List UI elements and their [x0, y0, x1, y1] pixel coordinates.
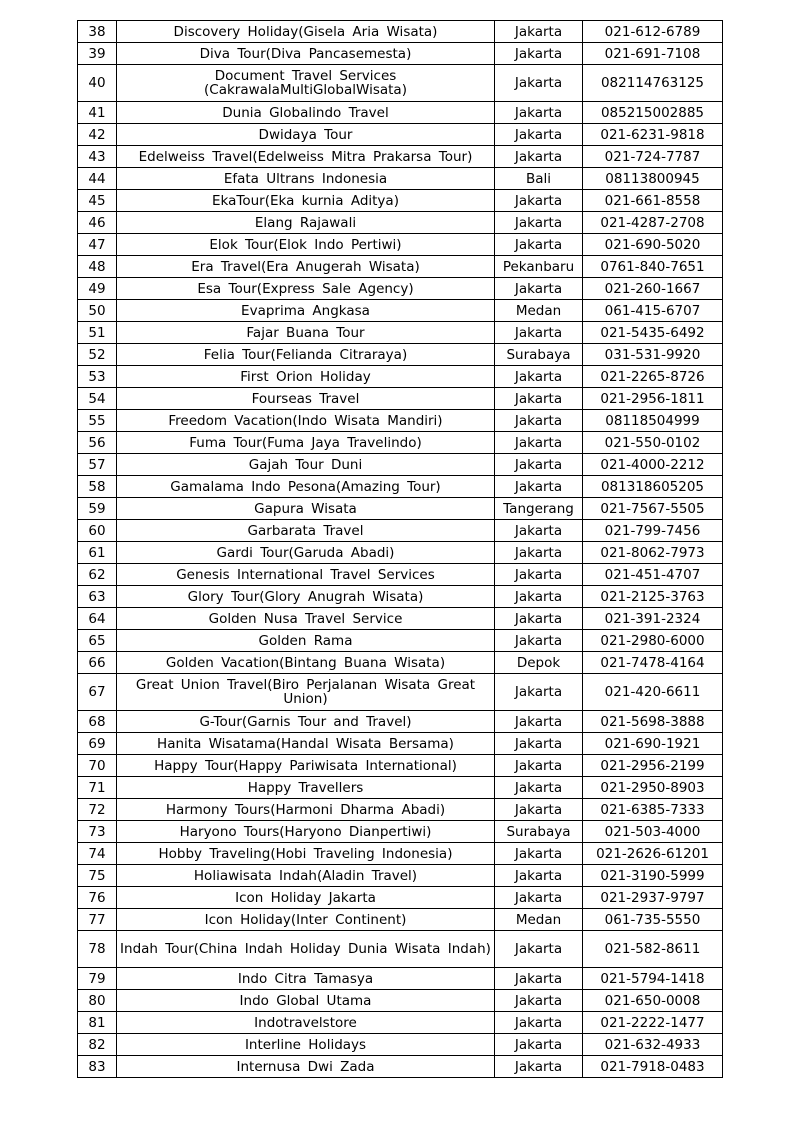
phone-cell: 085215002885	[583, 102, 723, 124]
row-number-cell: 58	[78, 476, 117, 498]
row-number-cell: 76	[78, 887, 117, 909]
row-number-cell: 52	[78, 344, 117, 366]
phone-cell: 021-799-7456	[583, 520, 723, 542]
row-number-cell: 64	[78, 608, 117, 630]
city-cell: Depok	[495, 652, 583, 674]
agency-name-cell: Great Union Travel(Biro Perjalanan Wisata Great Union)	[117, 674, 495, 711]
agency-name-cell: Efata Ultrans Indonesia	[117, 168, 495, 190]
city-cell: Surabaya	[495, 344, 583, 366]
row-number-cell: 54	[78, 388, 117, 410]
city-cell: Surabaya	[495, 821, 583, 843]
row-number-cell: 38	[78, 21, 117, 43]
phone-cell: 021-391-2324	[583, 608, 723, 630]
agency-name-cell: Elang Rajawali	[117, 212, 495, 234]
table-row	[78, 190, 723, 212]
table-row	[78, 476, 723, 498]
row-number-cell: 46	[78, 212, 117, 234]
city-cell: Jakarta	[495, 212, 583, 234]
city-cell: Jakarta	[495, 931, 583, 968]
row-number-cell: 61	[78, 542, 117, 564]
row-number-cell: 81	[78, 1012, 117, 1034]
row-number-cell: 77	[78, 909, 117, 931]
table-row	[78, 711, 723, 733]
row-number-cell: 45	[78, 190, 117, 212]
agency-name-cell: Elok Tour(Elok Indo Pertiwi)	[117, 234, 495, 256]
phone-cell: 021-582-8611	[583, 931, 723, 968]
agency-name-cell: Hanita Wisatama(Handal Wisata Bersama)	[117, 733, 495, 755]
city-cell: Jakarta	[495, 432, 583, 454]
table-row	[78, 777, 723, 799]
table-row	[78, 909, 723, 931]
city-cell: Jakarta	[495, 102, 583, 124]
row-number-cell: 60	[78, 520, 117, 542]
row-number-cell: 53	[78, 366, 117, 388]
row-number-cell: 51	[78, 322, 117, 344]
table-row	[78, 1012, 723, 1034]
row-number-cell: 47	[78, 234, 117, 256]
table-row	[78, 300, 723, 322]
agency-name-cell: Gajah Tour Duni	[117, 454, 495, 476]
city-cell: Tangerang	[495, 498, 583, 520]
phone-cell: 021-2950-8903	[583, 777, 723, 799]
row-number-cell: 70	[78, 755, 117, 777]
phone-cell: 021-2265-8726	[583, 366, 723, 388]
agency-name-cell: G-Tour(Garnis Tour and Travel)	[117, 711, 495, 733]
phone-cell: 021-650-0008	[583, 990, 723, 1012]
row-number-cell: 42	[78, 124, 117, 146]
table-row	[78, 388, 723, 410]
phone-cell: 021-2937-9797	[583, 887, 723, 909]
phone-cell: 021-5794-1418	[583, 968, 723, 990]
city-cell: Jakarta	[495, 990, 583, 1012]
row-number-cell: 78	[78, 931, 117, 968]
phone-cell: 08113800945	[583, 168, 723, 190]
row-number-cell: 82	[78, 1034, 117, 1056]
table-row	[78, 234, 723, 256]
row-number-cell: 67	[78, 674, 117, 711]
phone-cell: 081318605205	[583, 476, 723, 498]
agency-name-cell: Fourseas Travel	[117, 388, 495, 410]
table-row	[78, 1056, 723, 1078]
city-cell: Jakarta	[495, 564, 583, 586]
agency-name-cell: Era Travel(Era Anugerah Wisata)	[117, 256, 495, 278]
table-row	[78, 65, 723, 102]
table-row	[78, 43, 723, 65]
row-number-cell: 69	[78, 733, 117, 755]
agency-name-cell: Fajar Buana Tour	[117, 322, 495, 344]
phone-cell: 061-735-5550	[583, 909, 723, 931]
row-number-cell: 44	[78, 168, 117, 190]
agency-name-cell: Freedom Vacation(Indo Wisata Mandiri)	[117, 410, 495, 432]
row-number-cell: 80	[78, 990, 117, 1012]
table-row	[78, 968, 723, 990]
row-number-cell: 63	[78, 586, 117, 608]
row-number-cell: 59	[78, 498, 117, 520]
table-row	[78, 168, 723, 190]
agency-name-cell: Happy Tour(Happy Pariwisata International)	[117, 755, 495, 777]
phone-cell: 082114763125	[583, 65, 723, 102]
agency-name-cell: Indo Global Utama	[117, 990, 495, 1012]
row-number-cell: 41	[78, 102, 117, 124]
city-cell: Jakarta	[495, 1056, 583, 1078]
city-cell: Jakarta	[495, 21, 583, 43]
phone-cell: 0761-840-7651	[583, 256, 723, 278]
city-cell: Medan	[495, 909, 583, 931]
phone-cell: 021-3190-5999	[583, 865, 723, 887]
table-row	[78, 454, 723, 476]
phone-cell: 021-2956-1811	[583, 388, 723, 410]
city-cell: Jakarta	[495, 887, 583, 909]
row-number-cell: 48	[78, 256, 117, 278]
table-row	[78, 608, 723, 630]
table-row	[78, 520, 723, 542]
city-cell: Jakarta	[495, 777, 583, 799]
table-row	[78, 1034, 723, 1056]
agency-name-cell: Dwidaya Tour	[117, 124, 495, 146]
city-cell: Jakarta	[495, 608, 583, 630]
city-cell: Jakarta	[495, 65, 583, 102]
row-number-cell: 65	[78, 630, 117, 652]
table-row	[78, 652, 723, 674]
city-cell: Jakarta	[495, 146, 583, 168]
city-cell: Jakarta	[495, 190, 583, 212]
table-row	[78, 124, 723, 146]
table-row	[78, 564, 723, 586]
city-cell: Jakarta	[495, 733, 583, 755]
row-number-cell: 73	[78, 821, 117, 843]
phone-cell: 021-420-6611	[583, 674, 723, 711]
agency-name-cell: Gamalama Indo Pesona(Amazing Tour)	[117, 476, 495, 498]
table-row	[78, 865, 723, 887]
phone-cell: 021-503-4000	[583, 821, 723, 843]
city-cell: Jakarta	[495, 1034, 583, 1056]
agency-name-cell: Indah Tour(China Indah Holiday Dunia Wisata Indah)	[117, 931, 495, 968]
phone-cell: 021-690-1921	[583, 733, 723, 755]
agency-name-cell: Haryono Tours(Haryono Dianpertiwi)	[117, 821, 495, 843]
phone-cell: 021-724-7787	[583, 146, 723, 168]
phone-cell: 021-2125-3763	[583, 586, 723, 608]
city-cell: Jakarta	[495, 43, 583, 65]
row-number-cell: 43	[78, 146, 117, 168]
row-number-cell: 62	[78, 564, 117, 586]
city-cell: Jakarta	[495, 410, 583, 432]
agency-name-cell: Diva Tour(Diva Pancasemesta)	[117, 43, 495, 65]
phone-cell: 061-415-6707	[583, 300, 723, 322]
city-cell: Jakarta	[495, 454, 583, 476]
city-cell: Jakarta	[495, 843, 583, 865]
phone-cell: 021-7478-4164	[583, 652, 723, 674]
agency-name-cell: Edelweiss Travel(Edelweiss Mitra Prakarsa Tour)	[117, 146, 495, 168]
phone-cell: 021-7567-5505	[583, 498, 723, 520]
city-cell: Jakarta	[495, 278, 583, 300]
agency-name-cell: EkaTour(Eka kurnia Aditya)	[117, 190, 495, 212]
row-number-cell: 39	[78, 43, 117, 65]
city-cell: Jakarta	[495, 520, 583, 542]
phone-cell: 021-4000-2212	[583, 454, 723, 476]
table-row	[78, 366, 723, 388]
table-row	[78, 887, 723, 909]
phone-cell: 021-690-5020	[583, 234, 723, 256]
phone-cell: 021-2956-2199	[583, 755, 723, 777]
phone-cell: 021-612-6789	[583, 21, 723, 43]
agency-name-cell: Hobby Traveling(Hobi Traveling Indonesia)	[117, 843, 495, 865]
phone-cell: 021-632-4933	[583, 1034, 723, 1056]
table-row	[78, 256, 723, 278]
agency-name-cell: Indo Citra Tamasya	[117, 968, 495, 990]
city-cell: Jakarta	[495, 674, 583, 711]
city-cell: Jakarta	[495, 322, 583, 344]
agency-name-cell: Golden Rama	[117, 630, 495, 652]
city-cell: Jakarta	[495, 366, 583, 388]
agency-name-cell: Fuma Tour(Fuma Jaya Travelindo)	[117, 432, 495, 454]
city-cell: Jakarta	[495, 799, 583, 821]
agency-name-cell: Dunia Globalindo Travel	[117, 102, 495, 124]
agency-name-cell: Icon Holiday(Inter Continent)	[117, 909, 495, 931]
agency-name-cell: Icon Holiday Jakarta	[117, 887, 495, 909]
table-row	[78, 799, 723, 821]
table-row	[78, 432, 723, 454]
phone-cell: 021-2626-61201	[583, 843, 723, 865]
city-cell: Jakarta	[495, 755, 583, 777]
agency-name-cell: Genesis International Travel Services	[117, 564, 495, 586]
phone-cell: 021-5698-3888	[583, 711, 723, 733]
agency-name-cell: Garbarata Travel	[117, 520, 495, 542]
city-cell: Jakarta	[495, 630, 583, 652]
agency-name-cell: Evaprima Angkasa	[117, 300, 495, 322]
phone-cell: 021-2980-6000	[583, 630, 723, 652]
table-row	[78, 410, 723, 432]
agency-name-cell: Document Travel Services (CakrawalaMultiGlobalWisata)	[117, 65, 495, 102]
table-row	[78, 586, 723, 608]
row-number-cell: 83	[78, 1056, 117, 1078]
phone-cell: 021-550-0102	[583, 432, 723, 454]
row-number-cell: 79	[78, 968, 117, 990]
agency-name-cell: First Orion Holiday	[117, 366, 495, 388]
city-cell: Jakarta	[495, 388, 583, 410]
row-number-cell: 56	[78, 432, 117, 454]
row-number-cell: 50	[78, 300, 117, 322]
phone-cell: 021-8062-7973	[583, 542, 723, 564]
agency-name-cell: Harmony Tours(Harmoni Dharma Abadi)	[117, 799, 495, 821]
table-row	[78, 212, 723, 234]
table-row	[78, 278, 723, 300]
row-number-cell: 68	[78, 711, 117, 733]
agency-name-cell: Internusa Dwi Zada	[117, 1056, 495, 1078]
row-number-cell: 71	[78, 777, 117, 799]
table-row	[78, 542, 723, 564]
row-number-cell: 49	[78, 278, 117, 300]
phone-cell: 08118504999	[583, 410, 723, 432]
table-row	[78, 674, 723, 711]
agency-name-cell: Interline Holidays	[117, 1034, 495, 1056]
city-cell: Jakarta	[495, 586, 583, 608]
agency-name-cell: Indotravelstore	[117, 1012, 495, 1034]
table-row	[78, 102, 723, 124]
agency-name-cell: Golden Nusa Travel Service	[117, 608, 495, 630]
city-cell: Jakarta	[495, 711, 583, 733]
agency-name-cell: Golden Vacation(Bintang Buana Wisata)	[117, 652, 495, 674]
city-cell: Jakarta	[495, 542, 583, 564]
table-row	[78, 146, 723, 168]
table-row	[78, 733, 723, 755]
city-cell: Jakarta	[495, 968, 583, 990]
phone-cell: 021-7918-0483	[583, 1056, 723, 1078]
city-cell: Bali	[495, 168, 583, 190]
table-row	[78, 755, 723, 777]
table-body	[78, 21, 723, 1078]
table-row	[78, 498, 723, 520]
phone-cell: 031-531-9920	[583, 344, 723, 366]
agency-name-cell: Gapura Wisata	[117, 498, 495, 520]
phone-cell: 021-6231-9818	[583, 124, 723, 146]
table-row	[78, 322, 723, 344]
row-number-cell: 40	[78, 65, 117, 102]
phone-cell: 021-5435-6492	[583, 322, 723, 344]
table-row	[78, 344, 723, 366]
table-row	[78, 931, 723, 968]
phone-cell: 021-691-7108	[583, 43, 723, 65]
row-number-cell: 55	[78, 410, 117, 432]
row-number-cell: 74	[78, 843, 117, 865]
agency-name-cell: Felia Tour(Felianda Citraraya)	[117, 344, 495, 366]
phone-cell: 021-2222-1477	[583, 1012, 723, 1034]
city-cell: Jakarta	[495, 124, 583, 146]
city-cell: Jakarta	[495, 234, 583, 256]
row-number-cell: 66	[78, 652, 117, 674]
phone-cell: 021-4287-2708	[583, 212, 723, 234]
row-number-cell: 57	[78, 454, 117, 476]
city-cell: Medan	[495, 300, 583, 322]
agency-name-cell: Happy Travellers	[117, 777, 495, 799]
table-row	[78, 21, 723, 43]
city-cell: Jakarta	[495, 1012, 583, 1034]
travel-agency-table	[77, 20, 723, 1078]
agency-name-cell: Glory Tour(Glory Anugrah Wisata)	[117, 586, 495, 608]
city-cell: Jakarta	[495, 865, 583, 887]
row-number-cell: 75	[78, 865, 117, 887]
city-cell: Pekanbaru	[495, 256, 583, 278]
table-row	[78, 630, 723, 652]
phone-cell: 021-451-4707	[583, 564, 723, 586]
city-cell: Jakarta	[495, 476, 583, 498]
agency-name-cell: Discovery Holiday(Gisela Aria Wisata)	[117, 21, 495, 43]
row-number-cell: 72	[78, 799, 117, 821]
phone-cell: 021-260-1667	[583, 278, 723, 300]
agency-name-cell: Esa Tour(Express Sale Agency)	[117, 278, 495, 300]
phone-cell: 021-661-8558	[583, 190, 723, 212]
agency-name-cell: Gardi Tour(Garuda Abadi)	[117, 542, 495, 564]
table-row	[78, 843, 723, 865]
table-row	[78, 821, 723, 843]
phone-cell: 021-6385-7333	[583, 799, 723, 821]
agency-name-cell: Holiawisata Indah(Aladin Travel)	[117, 865, 495, 887]
table-row	[78, 990, 723, 1012]
